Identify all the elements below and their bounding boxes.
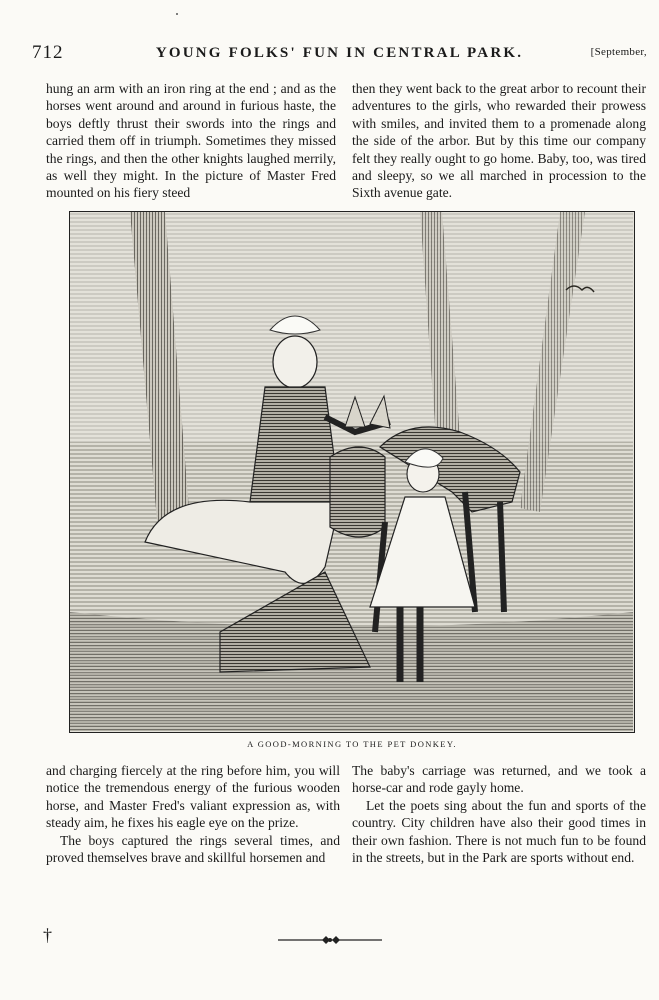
paragraph: The baby's carriage was returned, and we took a horse-car and rode gayly home. [352,763,646,796]
column-top-left [46,80,336,202]
engraving-illustration [69,211,635,733]
paragraph: hung an arm with an iron ring at the end ; and as the horses went around and around in furious haste, the boys deftly thrust their swords into the rings and carried them off in triumph. Sometimes they missed the rings, and then the other knights laughed merrily, as well they might. In the picture of Master Fred mounted on his fiery steed [46,81,336,201]
speck [176,13,178,15]
paragraph: Let the poets sing about the fun and sports of the country. City children have also their good times in their own fashion. There is not much fun to be found in the streets, but in the Park are sports without end. [352,797,646,866]
page-header [32,42,647,66]
column-top-right [352,80,646,202]
engraving-art [70,212,633,731]
ornament-rule [278,933,382,947]
paragraph: The boys captured the rings several times, and proved themselves brave and skillful horsemen and [46,832,340,866]
column-bottom-left [46,762,340,866]
running-title: YOUNG FOLKS' FUN IN CENTRAL PARK. [155,45,524,61]
paragraph: and charging fiercely at the ring before him, you will notice the tremendous energy of the furious wooden horse, and Master Fred's valiant expression as, with steady aim, he fixes his eagle eye on the prize. [46,763,340,831]
page-number: 712 [32,42,64,63]
running-month: [September, [590,46,647,58]
margin-mark: † [43,925,52,945]
tailpiece-ornament [278,933,382,952]
column-bottom-right [352,762,646,866]
paragraph: then they went back to the great arbor to recount their adventures to the girls, who rewarded their prowess with smiles, and invited them to a promenade along the side of the arbor. But by this time our company felt they really ought to go home. Baby, too, was tired and sleepy, so we all marched in procession to the Sixth avenue gate. [352,81,646,201]
illustration-caption: A GOOD-MORNING TO THE PET DONKEY. [247,739,457,749]
